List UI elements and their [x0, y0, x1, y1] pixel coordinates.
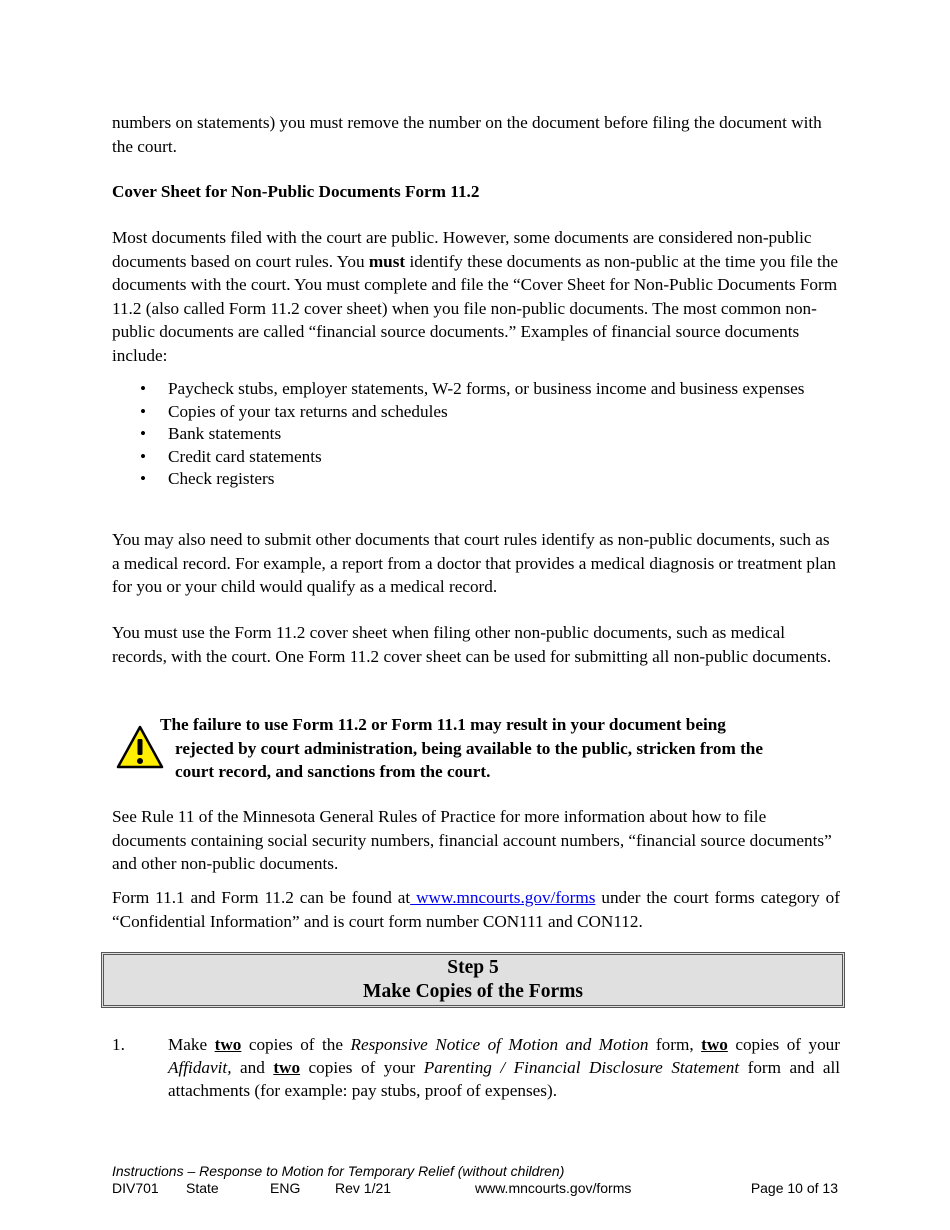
- footer-meta: [112, 1180, 840, 1197]
- page-footer: [112, 1163, 840, 1197]
- form-name-affidavit: Affidavit,: [168, 1058, 232, 1077]
- footer-revision: Rev 1/21: [335, 1180, 392, 1196]
- p1-emphasis-must: must: [368, 251, 406, 271]
- form-name-motion: Responsive Notice of Motion and Motion: [350, 1035, 649, 1054]
- footer-jurisdiction: State: [186, 1180, 219, 1196]
- warning-line-2: rejected by court administration, being available to the public, stricken from the: [175, 738, 763, 758]
- section-heading-cover-sheet: Cover Sheet for Non-Public Documents Form 11.2: [112, 182, 480, 201]
- footer-language: ENG: [270, 1180, 301, 1196]
- item-text: form,: [648, 1035, 702, 1054]
- intro-continuation: numbers on statements) you must remove the number on the document before filing the document with the court.: [112, 113, 822, 156]
- warning-message: [160, 713, 840, 784]
- footer-url: www.mncourts.gov/forms: [475, 1180, 632, 1196]
- footer-form-code: DIV701: [112, 1180, 159, 1196]
- form-name-disclosure: Parenting / Financial Disclosure Statement: [423, 1058, 740, 1077]
- step-title: Make Copies of the Forms: [363, 981, 583, 1002]
- forms-text-after: under the court forms category of “Confidential Information” and is court form number CON111 and CON112.: [112, 888, 840, 931]
- step-number: Step 5: [447, 957, 499, 978]
- item-text: copies of your: [300, 1058, 424, 1077]
- warning-line-1: The failure to use Form 11.2 or Form 11.1 may result in your document being: [160, 715, 726, 734]
- item-text: form and all attachments (for example: pay stubs, proof of expenses).: [168, 1058, 840, 1100]
- form-11-2-usage-paragraph: You must use the Form 11.2 cover sheet when filing other non-public documents, such as medical records, with the court. One Form 11.2 cover sheet can be used for submitting all non-public documents.: [112, 623, 832, 666]
- item-text: copies of the: [241, 1035, 351, 1054]
- list-item: • Credit card statements: [112, 446, 840, 469]
- medical-record-paragraph: You may also need to submit other documents that court rules identify as non-public documents, such as a medical record. For example, a report from a doctor that provides a medical diagnosis or treatment plan for you or your child would qualify as a medical record.: [112, 530, 836, 596]
- forms-text-before: Form 11.1 and Form 11.2 can be found at: [112, 888, 411, 907]
- rule-11-paragraph: See Rule 11 of the Minnesota General Rules of Practice for more information about how to file documents containing social security numbers, financial account numbers, “financial source documents” and other non-public documents.: [112, 807, 832, 873]
- cover-sheet-paragraph: [112, 226, 840, 367]
- item-text: copies of your: [727, 1035, 840, 1054]
- p1-text-a: Most documents filed with the court are public. However, some documents are considered non-public documents based on court rules. You: [112, 228, 812, 271]
- warning-line-3: court record, and sanctions from the court.: [175, 762, 491, 781]
- p1-text-b: identify these documents as non-public at the time you file the documents with the court. You must complete and file the “Cover Sheet for Non-Public Documents Form 11.2 (also called Form 11.2 cover sheet) when you file non-public documents. The most common non-public documents are called “financial source documents.” Examples of financial source documents include:: [112, 251, 839, 365]
- list-item: • Check registers: [112, 468, 840, 491]
- warning-icon: [116, 725, 164, 769]
- item-number: 1.: [112, 1035, 125, 1054]
- mncourts-forms-link[interactable]: www.mncourts.gov/forms: [410, 888, 596, 907]
- emphasis-two: two: [273, 1058, 301, 1077]
- item-text: and: [231, 1058, 274, 1077]
- emphasis-two: two: [214, 1035, 242, 1054]
- list-item: • Bank statements: [112, 423, 840, 446]
- step-5-header-box: [101, 952, 845, 1008]
- financial-documents-list: [112, 378, 840, 491]
- item-text: Make: [168, 1035, 215, 1054]
- emphasis-two: two: [701, 1035, 728, 1054]
- numbered-instruction-list: [112, 1033, 840, 1102]
- list-item: • Paycheck stubs, employer statements, W-2 forms, or business income and business expenses: [112, 378, 840, 401]
- footer-title: Instructions – Response to Motion for Temporary Relief (without children): [112, 1163, 565, 1179]
- list-item: • Copies of your tax returns and schedules: [112, 401, 840, 424]
- instruction-item-1: [168, 1033, 840, 1102]
- footer-page-number: Page 10 of 13: [750, 1180, 838, 1196]
- forms-location-paragraph: [112, 886, 840, 933]
